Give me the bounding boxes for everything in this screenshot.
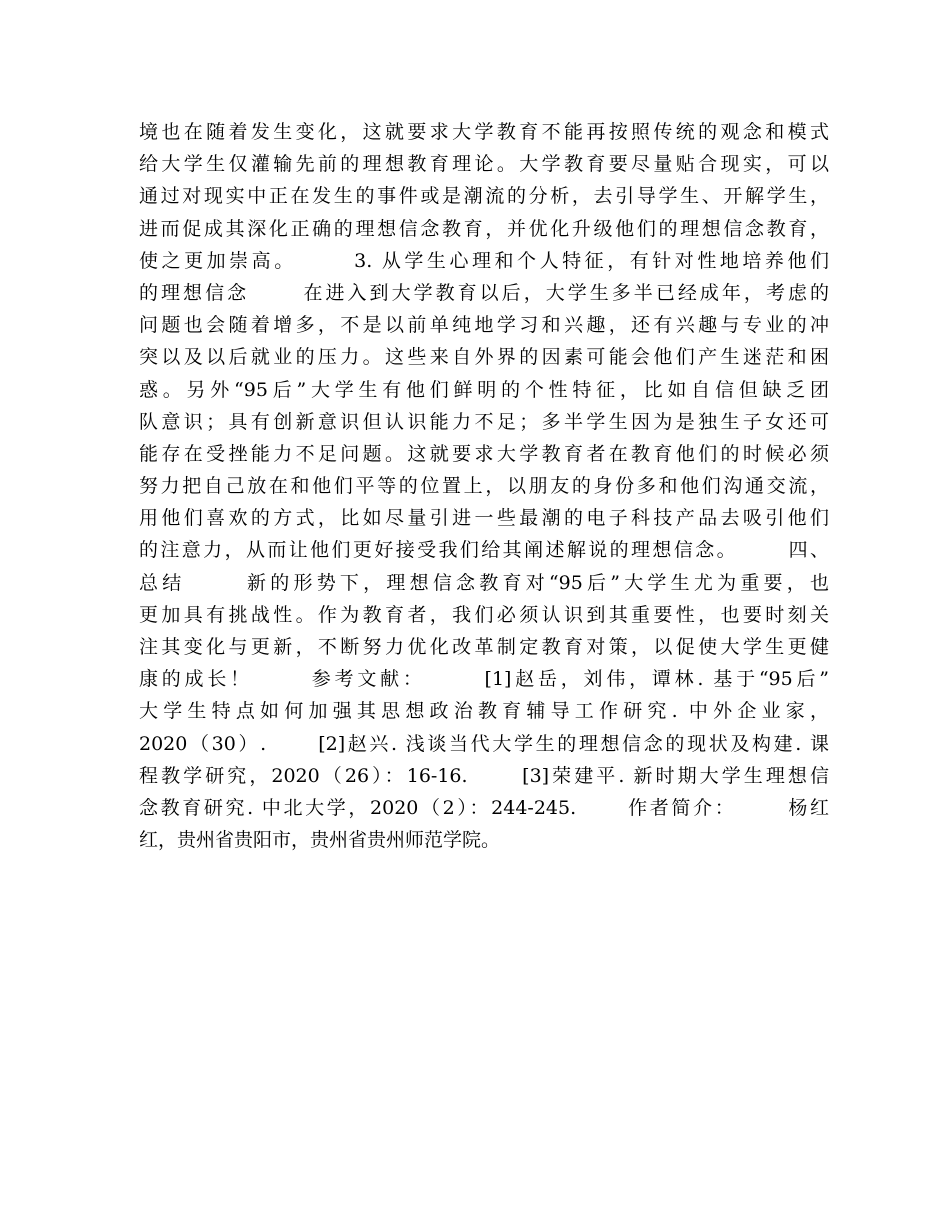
text-line: 的注意力，从而让他们更好接受我们给其阐述解说的理想信念。 四、: [139, 539, 829, 562]
text-line: 使之更加崇高。 3. 从学生心理和个人特征，有针对性地培养他们: [139, 249, 829, 272]
text-line: 突以及以后就业的压力。这些来自外界的因素可能会他们产生迷茫和困: [139, 346, 829, 369]
text-line: 队意识；具有创新意识但认识能力不足；多半学生因为是独生子女还可: [139, 410, 829, 433]
text-line: 注其变化与更新，不断努力优化改革制定教育对策，以促使大学生更健: [139, 636, 829, 658]
text-line: 更加具有挑战性。作为教育者，我们必须认识到其重要性，也要时刻关: [139, 603, 829, 626]
text-line: 2020（30）. [2]赵兴. 浅谈当代大学生的理想信念的现状及构建. 课: [139, 732, 829, 755]
text-line: 总结 新的形势下，理想信念教育对“95后”大学生尤为重要，也: [139, 571, 829, 594]
text-line: 红，贵州省贵阳市，贵州省贵州师范学院。: [139, 829, 501, 852]
body-text: [139, 116, 829, 856]
text-line: 通过对现实中正在发生的事件或是潮流的分析，去引导学生、开解学生，: [139, 185, 829, 208]
text-line: 康的成长！ 参考文献： [1]赵岳，刘伟，谭林. 基于“95后”: [139, 668, 829, 691]
text-line: 惑。另外“95后”大学生有他们鲜明的个性特征，比如自信但缺乏团: [139, 378, 829, 401]
text-line: 的理想信念 在进入到大学教育以后，大学生多半已经成年，考虑的: [139, 281, 829, 304]
text-line: 给大学生仅灌输先前的理想教育理论。大学教育要尽量贴合现实，可以: [139, 153, 829, 176]
text-line: 进而促成其深化正确的理想信念教育，并优化升级他们的理想信念教育，: [139, 217, 829, 240]
text-line: 大学生特点如何加强其思想政治教育辅导工作研究. 中外企业家，: [139, 700, 829, 723]
text-line: 问题也会随着增多，不是以前单纯地学习和兴趣，还有兴趣与专业的冲: [139, 314, 829, 337]
text-line: 努力把自己放在和他们平等的位置上，以朋友的身份多和他们沟通交流，: [139, 475, 829, 498]
text-line: 能存在受挫能力不足问题。这就要求大学教育者在教育他们的时候必须: [139, 442, 829, 465]
text-line: 念教育研究. 中北大学，2020（2）：244-245. 作者简介： 杨红: [139, 796, 829, 819]
text-line: 用他们喜欢的方式，比如尽量引进一些最潮的电子科技产品去吸引他们: [139, 507, 829, 530]
text-line: 程教学研究，2020（26）：16-16. [3]荣建平. 新时期大学生理想信: [139, 764, 829, 787]
text-line: 境也在随着发生变化，这就要求大学教育不能再按照传统的观念和模式: [139, 121, 829, 143]
